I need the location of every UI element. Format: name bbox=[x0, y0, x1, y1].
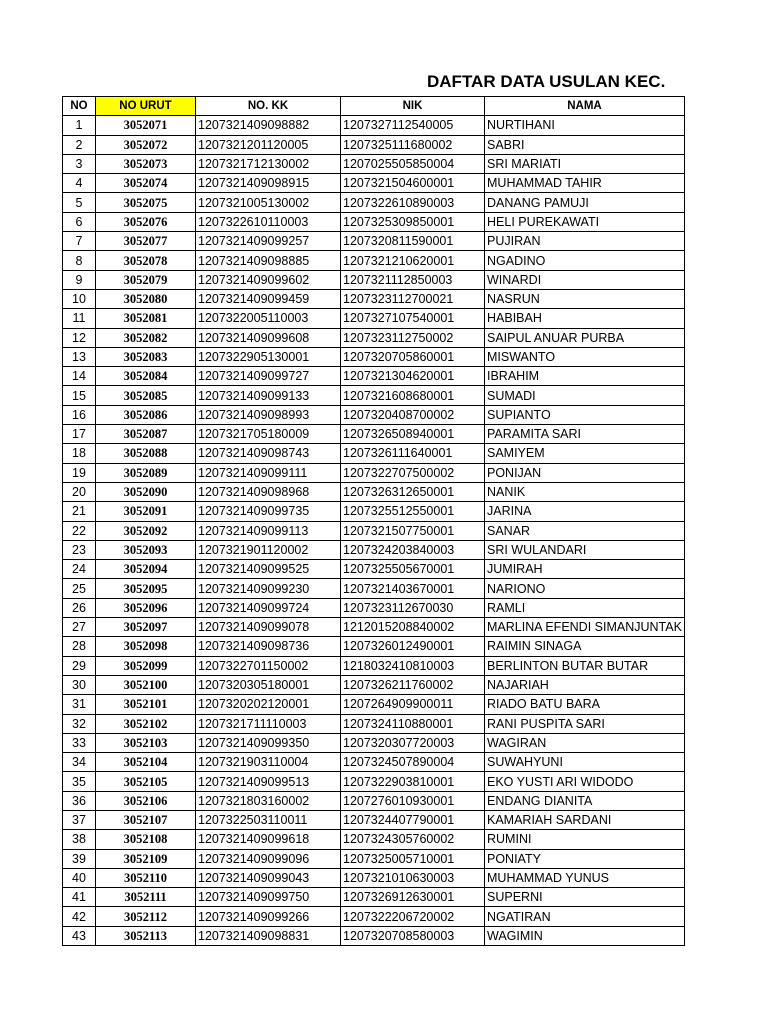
cell-no-kk: 1207321409099602 bbox=[196, 270, 341, 289]
cell-nama: SUPIANTO bbox=[485, 405, 685, 424]
cell-no-kk: 1207321409099513 bbox=[196, 772, 341, 791]
cell-no: 12 bbox=[63, 328, 96, 347]
cell-no: 20 bbox=[63, 482, 96, 501]
cell-no: 43 bbox=[63, 926, 96, 945]
cell-no-kk: 1207322905130001 bbox=[196, 347, 341, 366]
cell-no-kk: 1207321409099608 bbox=[196, 328, 341, 347]
cell-nik: 1207322707500002 bbox=[341, 463, 485, 482]
cell-no-urut: 3052093 bbox=[96, 540, 196, 559]
cell-no-urut: 3052109 bbox=[96, 849, 196, 868]
cell-nik: 1207326111640001 bbox=[341, 444, 485, 463]
cell-nik: 1207327112540005 bbox=[341, 116, 485, 135]
table-row bbox=[63, 695, 685, 714]
cell-no: 14 bbox=[63, 367, 96, 386]
header-nik: NIK bbox=[341, 97, 485, 116]
cell-no-kk: 1207321409098743 bbox=[196, 444, 341, 463]
cell-nik: 1207324203840003 bbox=[341, 540, 485, 559]
cell-no-urut: 3052089 bbox=[96, 463, 196, 482]
cell-no: 15 bbox=[63, 386, 96, 405]
cell-no-urut: 3052087 bbox=[96, 425, 196, 444]
cell-no-kk: 1207321409098885 bbox=[196, 251, 341, 270]
cell-no-kk: 1207321409098993 bbox=[196, 405, 341, 424]
cell-nama: SAIPUL ANUAR PURBA bbox=[485, 328, 685, 347]
cell-no-kk: 1207321409099735 bbox=[196, 502, 341, 521]
table-row bbox=[63, 579, 685, 598]
cell-no: 4 bbox=[63, 174, 96, 193]
cell-nama: NASRUN bbox=[485, 289, 685, 308]
table-row bbox=[63, 637, 685, 656]
cell-no-urut: 3052086 bbox=[96, 405, 196, 424]
header-no-kk: NO. KK bbox=[196, 97, 341, 116]
table-row bbox=[63, 116, 685, 135]
table-row bbox=[63, 425, 685, 444]
cell-nik: 1207321210620001 bbox=[341, 251, 485, 270]
cell-nik: 1207320705860001 bbox=[341, 347, 485, 366]
table-row bbox=[63, 135, 685, 154]
cell-nik: 1207323112670030 bbox=[341, 598, 485, 617]
cell-nik: 1207321010630003 bbox=[341, 868, 485, 887]
cell-no-kk: 1207321005130002 bbox=[196, 193, 341, 212]
cell-nama: EKO YUSTI ARI WIDODO bbox=[485, 772, 685, 791]
cell-nik: 1212015208840002 bbox=[341, 618, 485, 637]
cell-nik: 1207325005710001 bbox=[341, 849, 485, 868]
cell-no: 19 bbox=[63, 463, 96, 482]
cell-nama: HABIBAH bbox=[485, 309, 685, 328]
cell-no: 8 bbox=[63, 251, 96, 270]
table-row bbox=[63, 656, 685, 675]
cell-no: 39 bbox=[63, 849, 96, 868]
cell-nik: 1207320811590001 bbox=[341, 232, 485, 251]
cell-no: 29 bbox=[63, 656, 96, 675]
cell-nama: JARINA bbox=[485, 502, 685, 521]
cell-no-urut: 3052074 bbox=[96, 174, 196, 193]
cell-nama: PUJIRAN bbox=[485, 232, 685, 251]
table-row bbox=[63, 405, 685, 424]
cell-no-kk: 1207321409099113 bbox=[196, 521, 341, 540]
cell-no: 36 bbox=[63, 791, 96, 810]
cell-nik: 1207323112700021 bbox=[341, 289, 485, 308]
cell-no: 1 bbox=[63, 116, 96, 135]
table-row bbox=[63, 193, 685, 212]
cell-no: 32 bbox=[63, 714, 96, 733]
cell-no: 42 bbox=[63, 907, 96, 926]
cell-no-urut: 3052099 bbox=[96, 656, 196, 675]
cell-no-urut: 3052072 bbox=[96, 135, 196, 154]
cell-nik: 1207326012490001 bbox=[341, 637, 485, 656]
cell-no-urut: 3052111 bbox=[96, 888, 196, 907]
cell-no-urut: 3052105 bbox=[96, 772, 196, 791]
cell-no: 37 bbox=[63, 810, 96, 829]
table-row bbox=[63, 714, 685, 733]
table-row bbox=[63, 251, 685, 270]
cell-no: 18 bbox=[63, 444, 96, 463]
cell-nama: BERLINTON BUTAR BUTAR bbox=[485, 656, 685, 675]
cell-no-kk: 1207321712130002 bbox=[196, 154, 341, 173]
cell-no-urut: 3052094 bbox=[96, 560, 196, 579]
cell-no-urut: 3052073 bbox=[96, 154, 196, 173]
cell-nama: MARLINA EFENDI SIMANJUNTAK bbox=[485, 618, 685, 637]
cell-no-kk: 1207321409099096 bbox=[196, 849, 341, 868]
cell-no: 17 bbox=[63, 425, 96, 444]
cell-no-urut: 3052108 bbox=[96, 830, 196, 849]
cell-no-kk: 1207321409099257 bbox=[196, 232, 341, 251]
cell-no-urut: 3052103 bbox=[96, 733, 196, 752]
table-row bbox=[63, 753, 685, 772]
cell-nik: 1207320307720003 bbox=[341, 733, 485, 752]
cell-no-urut: 3052110 bbox=[96, 868, 196, 887]
cell-nama: RIADO BATU BARA bbox=[485, 695, 685, 714]
cell-no-kk: 1207321901120002 bbox=[196, 540, 341, 559]
cell-nik: 1207321504600001 bbox=[341, 174, 485, 193]
cell-nama: HELI PUREKAWATI bbox=[485, 212, 685, 231]
cell-nik: 1218032410810003 bbox=[341, 656, 485, 675]
cell-no-kk: 1207321409099133 bbox=[196, 386, 341, 405]
cell-no: 16 bbox=[63, 405, 96, 424]
cell-no-urut: 3052080 bbox=[96, 289, 196, 308]
cell-no: 9 bbox=[63, 270, 96, 289]
table-row bbox=[63, 926, 685, 945]
table-row bbox=[63, 830, 685, 849]
cell-nama: WAGIMIN bbox=[485, 926, 685, 945]
cell-no-urut: 3052081 bbox=[96, 309, 196, 328]
cell-no-kk: 1207321409098831 bbox=[196, 926, 341, 945]
cell-no-kk: 1207321409099111 bbox=[196, 463, 341, 482]
cell-no-urut: 3052101 bbox=[96, 695, 196, 714]
cell-nama: DANANG PAMUJI bbox=[485, 193, 685, 212]
cell-nik: 1207322206720002 bbox=[341, 907, 485, 926]
cell-nama: MUHAMMAD TAHIR bbox=[485, 174, 685, 193]
table-row bbox=[63, 367, 685, 386]
header-row bbox=[63, 97, 685, 116]
header-no-urut: NO URUT bbox=[96, 97, 196, 116]
table-row bbox=[63, 212, 685, 231]
cell-no: 23 bbox=[63, 540, 96, 559]
cell-no-kk: 1207322503110011 bbox=[196, 810, 341, 829]
table-row bbox=[63, 618, 685, 637]
cell-no: 5 bbox=[63, 193, 96, 212]
cell-no-urut: 3052071 bbox=[96, 116, 196, 135]
table-row bbox=[63, 772, 685, 791]
cell-nama: NGATIRAN bbox=[485, 907, 685, 926]
cell-nik: 1207327107540001 bbox=[341, 309, 485, 328]
cell-nik: 1207321608680001 bbox=[341, 386, 485, 405]
data-table bbox=[62, 96, 685, 946]
cell-no-urut: 3052075 bbox=[96, 193, 196, 212]
cell-nik: 1207326508940001 bbox=[341, 425, 485, 444]
cell-no-urut: 3052079 bbox=[96, 270, 196, 289]
cell-no-kk: 1207320305180001 bbox=[196, 675, 341, 694]
cell-no: 33 bbox=[63, 733, 96, 752]
cell-nik: 1207325512550001 bbox=[341, 502, 485, 521]
cell-nik: 1207321507750001 bbox=[341, 521, 485, 540]
table-row bbox=[63, 289, 685, 308]
table-row bbox=[63, 174, 685, 193]
cell-nama: MISWANTO bbox=[485, 347, 685, 366]
cell-nama: RAMLI bbox=[485, 598, 685, 617]
cell-no: 31 bbox=[63, 695, 96, 714]
cell-no-kk: 1207321409099078 bbox=[196, 618, 341, 637]
cell-nama: SUPERNI bbox=[485, 888, 685, 907]
cell-no-kk: 1207321409099266 bbox=[196, 907, 341, 926]
cell-nama: NANIK bbox=[485, 482, 685, 501]
cell-nama: KAMARIAH SARDANI bbox=[485, 810, 685, 829]
table-row bbox=[63, 598, 685, 617]
table-row bbox=[63, 463, 685, 482]
cell-no-kk: 1207321409099459 bbox=[196, 289, 341, 308]
cell-no-urut: 3052084 bbox=[96, 367, 196, 386]
cell-no-kk: 1207321201120005 bbox=[196, 135, 341, 154]
cell-nama: NARIONO bbox=[485, 579, 685, 598]
cell-nik: 1207321403670001 bbox=[341, 579, 485, 598]
cell-nik: 1207324507890004 bbox=[341, 753, 485, 772]
cell-nik: 1207276010930001 bbox=[341, 791, 485, 810]
cell-no-urut: 3052082 bbox=[96, 328, 196, 347]
cell-no-urut: 3052112 bbox=[96, 907, 196, 926]
cell-nik: 1207321304620001 bbox=[341, 367, 485, 386]
table-row bbox=[63, 328, 685, 347]
cell-no: 13 bbox=[63, 347, 96, 366]
cell-nama: SANAR bbox=[485, 521, 685, 540]
cell-nama: MUHAMMAD YUNUS bbox=[485, 868, 685, 887]
cell-nama: SRI MARIATI bbox=[485, 154, 685, 173]
cell-no: 40 bbox=[63, 868, 96, 887]
cell-nama: WAGIRAN bbox=[485, 733, 685, 752]
cell-nik: 1207025505850004 bbox=[341, 154, 485, 173]
cell-no-urut: 3052113 bbox=[96, 926, 196, 945]
cell-no: 21 bbox=[63, 502, 96, 521]
cell-nik: 1207321112850003 bbox=[341, 270, 485, 289]
cell-no-kk: 1207321409099618 bbox=[196, 830, 341, 849]
cell-no-urut: 3052107 bbox=[96, 810, 196, 829]
cell-no-kk: 1207322610110003 bbox=[196, 212, 341, 231]
table-row bbox=[63, 810, 685, 829]
cell-no-kk: 1207321903110004 bbox=[196, 753, 341, 772]
cell-nik: 1207320408700002 bbox=[341, 405, 485, 424]
cell-no: 27 bbox=[63, 618, 96, 637]
cell-nik: 1207326312650001 bbox=[341, 482, 485, 501]
document-title: DAFTAR DATA USULAN KEC. bbox=[427, 72, 666, 91]
table-row bbox=[63, 540, 685, 559]
cell-no: 11 bbox=[63, 309, 96, 328]
cell-no-kk: 1207321409099724 bbox=[196, 598, 341, 617]
cell-no: 38 bbox=[63, 830, 96, 849]
cell-nama: SUMADI bbox=[485, 386, 685, 405]
cell-nik: 1207322903810001 bbox=[341, 772, 485, 791]
cell-nama: IBRAHIM bbox=[485, 367, 685, 386]
table-row bbox=[63, 270, 685, 289]
cell-no-urut: 3052078 bbox=[96, 251, 196, 270]
cell-nama: ENDANG DIANITA bbox=[485, 791, 685, 810]
cell-no: 34 bbox=[63, 753, 96, 772]
cell-nama: RANI PUSPITA SARI bbox=[485, 714, 685, 733]
cell-no-urut: 3052091 bbox=[96, 502, 196, 521]
cell-no: 28 bbox=[63, 637, 96, 656]
cell-nik: 1207322610890003 bbox=[341, 193, 485, 212]
cell-no-kk: 1207321409099727 bbox=[196, 367, 341, 386]
cell-no: 24 bbox=[63, 560, 96, 579]
cell-no-kk: 1207321705180009 bbox=[196, 425, 341, 444]
cell-no-urut: 3052088 bbox=[96, 444, 196, 463]
cell-no: 41 bbox=[63, 888, 96, 907]
cell-nama: RAIMIN SINAGA bbox=[485, 637, 685, 656]
cell-no-urut: 3052102 bbox=[96, 714, 196, 733]
cell-no-urut: 3052098 bbox=[96, 637, 196, 656]
table-row bbox=[63, 502, 685, 521]
table-row bbox=[63, 888, 685, 907]
table-row bbox=[63, 347, 685, 366]
cell-no-urut: 3052104 bbox=[96, 753, 196, 772]
cell-nama: SUWAHYUNI bbox=[485, 753, 685, 772]
cell-no-urut: 3052090 bbox=[96, 482, 196, 501]
cell-nama: NURTIHANI bbox=[485, 116, 685, 135]
table-row bbox=[63, 907, 685, 926]
cell-no: 7 bbox=[63, 232, 96, 251]
cell-nik: 1207326912630001 bbox=[341, 888, 485, 907]
cell-no-kk: 1207320202120001 bbox=[196, 695, 341, 714]
table-row bbox=[63, 849, 685, 868]
table-row bbox=[63, 154, 685, 173]
table-row bbox=[63, 791, 685, 810]
cell-no-kk: 1207321409099350 bbox=[196, 733, 341, 752]
cell-no-kk: 1207321409099525 bbox=[196, 560, 341, 579]
cell-no: 6 bbox=[63, 212, 96, 231]
cell-no-urut: 3052097 bbox=[96, 618, 196, 637]
cell-no: 35 bbox=[63, 772, 96, 791]
cell-nik: 1207324110880001 bbox=[341, 714, 485, 733]
cell-no-urut: 3052077 bbox=[96, 232, 196, 251]
cell-no: 3 bbox=[63, 154, 96, 173]
cell-nama: JUMIRAH bbox=[485, 560, 685, 579]
cell-nama: WINARDI bbox=[485, 270, 685, 289]
table-row bbox=[63, 733, 685, 752]
cell-no-urut: 3052106 bbox=[96, 791, 196, 810]
cell-nik: 1207264909900011 bbox=[341, 695, 485, 714]
cell-nama: SAMIYEM bbox=[485, 444, 685, 463]
cell-no-kk: 1207321409098968 bbox=[196, 482, 341, 501]
cell-nama: PONIJAN bbox=[485, 463, 685, 482]
table-row bbox=[63, 444, 685, 463]
cell-nik: 1207320708580003 bbox=[341, 926, 485, 945]
table-row bbox=[63, 232, 685, 251]
cell-nama: PARAMITA SARI bbox=[485, 425, 685, 444]
cell-no-kk: 1207321409098915 bbox=[196, 174, 341, 193]
cell-no-urut: 3052095 bbox=[96, 579, 196, 598]
cell-no-urut: 3052085 bbox=[96, 386, 196, 405]
table-row bbox=[63, 560, 685, 579]
table-row bbox=[63, 868, 685, 887]
cell-nama: SABRI bbox=[485, 135, 685, 154]
cell-no-kk: 1207321409098736 bbox=[196, 637, 341, 656]
table-row bbox=[63, 675, 685, 694]
cell-nama: NAJARIAH bbox=[485, 675, 685, 694]
cell-no-urut: 3052100 bbox=[96, 675, 196, 694]
cell-no-kk: 1207322701150002 bbox=[196, 656, 341, 675]
cell-no: 2 bbox=[63, 135, 96, 154]
cell-nik: 1207324305760002 bbox=[341, 830, 485, 849]
cell-nama: SRI WULANDARI bbox=[485, 540, 685, 559]
cell-no-kk: 1207321409098882 bbox=[196, 116, 341, 135]
cell-no: 10 bbox=[63, 289, 96, 308]
table-row bbox=[63, 309, 685, 328]
cell-no-kk: 1207321803160002 bbox=[196, 791, 341, 810]
header-no: NO bbox=[63, 97, 96, 116]
cell-nik: 1207325111680002 bbox=[341, 135, 485, 154]
header-nama: NAMA bbox=[485, 97, 685, 116]
cell-no-urut: 3052096 bbox=[96, 598, 196, 617]
cell-no: 26 bbox=[63, 598, 96, 617]
table-row bbox=[63, 386, 685, 405]
cell-nama: NGADINO bbox=[485, 251, 685, 270]
cell-nik: 1207325309850001 bbox=[341, 212, 485, 231]
cell-nik: 1207325505670001 bbox=[341, 560, 485, 579]
cell-no-kk: 1207322005110003 bbox=[196, 309, 341, 328]
cell-no-urut: 3052092 bbox=[96, 521, 196, 540]
cell-no-kk: 1207321409099043 bbox=[196, 868, 341, 887]
cell-nama: RUMINI bbox=[485, 830, 685, 849]
cell-no-kk: 1207321409099230 bbox=[196, 579, 341, 598]
cell-nama: PONIATY bbox=[485, 849, 685, 868]
cell-nik: 1207326211760002 bbox=[341, 675, 485, 694]
cell-no-kk: 1207321711110003 bbox=[196, 714, 341, 733]
cell-no: 30 bbox=[63, 675, 96, 694]
cell-nik: 1207323112750002 bbox=[341, 328, 485, 347]
table-row bbox=[63, 482, 685, 501]
cell-no-urut: 3052083 bbox=[96, 347, 196, 366]
cell-no: 22 bbox=[63, 521, 96, 540]
cell-nik: 1207324407790001 bbox=[341, 810, 485, 829]
table-row bbox=[63, 521, 685, 540]
cell-no-kk: 1207321409099750 bbox=[196, 888, 341, 907]
cell-no: 25 bbox=[63, 579, 96, 598]
cell-no-urut: 3052076 bbox=[96, 212, 196, 231]
